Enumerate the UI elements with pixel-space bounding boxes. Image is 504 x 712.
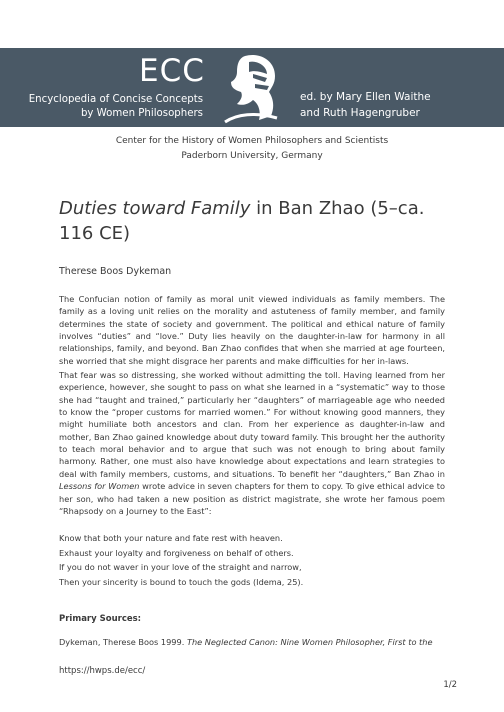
woman-profile-bust-icon <box>215 50 287 126</box>
institution <box>0 134 504 163</box>
article-body <box>59 293 445 517</box>
article-title-rest: in Ban Zhao (5–ca. 116 CE) <box>59 198 425 244</box>
article-author: Therese Boos Dykeman <box>59 266 172 277</box>
paragraph-2-part-b: wrote advice in seven chapters for them to copy. To give ethical advice to her son, who had taken a new position as district magistrate, she wrote her famous poem “Rhapsody on a Journey to the East”: <box>59 481 445 516</box>
poem-line: Exhaust your loyalty and forgiveness on behalf of others. <box>59 547 294 558</box>
page-number: 1/2 <box>443 680 457 690</box>
series-subtitle: by Women Philosophers <box>80 108 203 119</box>
series-title: Encyclopedia of Concise Concepts <box>28 94 203 105</box>
lessons-for-women-title: Lessons for Women <box>59 481 140 492</box>
source-author-year: Dykeman, Therese Boos 1999. <box>59 637 187 647</box>
paragraph-2-part-a: That fear was so distressing, she worked without admitting the toll. Having learned from her experience, however, she sought to pass on what she learned in a “systematic” way to those she had “taught and trained,” particularly her “daughters” of marriageable age who needed to know the “proper customs for married women.” For without knowing good manners, they might humiliate both ancestors and clan. From her experience as daughter-in-law and mother, Ban Zhao gained knowledge about duty toward family. This brought her the authority to teach moral behavior and to argue that such was not enough to bring about family harmony. Rather, one must also have knowledge about expectations and learn strategies to deal with family members, customs, and situations. To benefit her “daughters,” Ban Zhao in <box>59 370 445 479</box>
poem-line: Then your sincerity is bound to touch the gods (Idema, 25). <box>59 576 304 587</box>
paragraph-1: The Confucian notion of family as moral unit viewed individuals as family members. The family as a loving unit relies on the morality and astuteness of family member, and family determines the state of society and government. The political and ethical nature of family involves “duties” and “love.” Duty lies heavily on the daughter-in-law for harmony in all relationships, family, and beyond. Ban Zhao confides that when she married at age fourteen, she worried that she might disgrace her parents and make difficulties for her in-laws. <box>59 294 445 366</box>
article-title <box>59 196 459 246</box>
ecc-logo: ECC <box>139 53 205 89</box>
poem-line: If you do not waver in your love of the straight and narrow, <box>59 562 302 572</box>
institution-line2: Paderborn University, Germany <box>181 150 323 161</box>
article-title-italic: Duties toward Family <box>59 198 251 219</box>
poem-line: Know that both your nature and fate rest with heaven. <box>59 533 283 543</box>
poem <box>59 531 445 589</box>
editors-line1: ed. by Mary Ellen Waithe <box>300 91 431 103</box>
editors-line2: and Ruth Hagengruber <box>300 107 420 119</box>
editors <box>300 89 431 121</box>
institution-line1: Center for the History of Women Philosophers and Scientists <box>115 136 389 146</box>
primary-sources-heading: Primary Sources: <box>59 614 142 624</box>
header-banner <box>0 48 504 127</box>
primary-source-entry <box>59 637 459 647</box>
source-title: The Neglected Canon: Nine Women Philosopher, First to the <box>186 637 433 647</box>
footer-url[interactable]: https://hwps.de/ecc/ <box>59 666 146 676</box>
paragraph-2 <box>59 369 445 517</box>
